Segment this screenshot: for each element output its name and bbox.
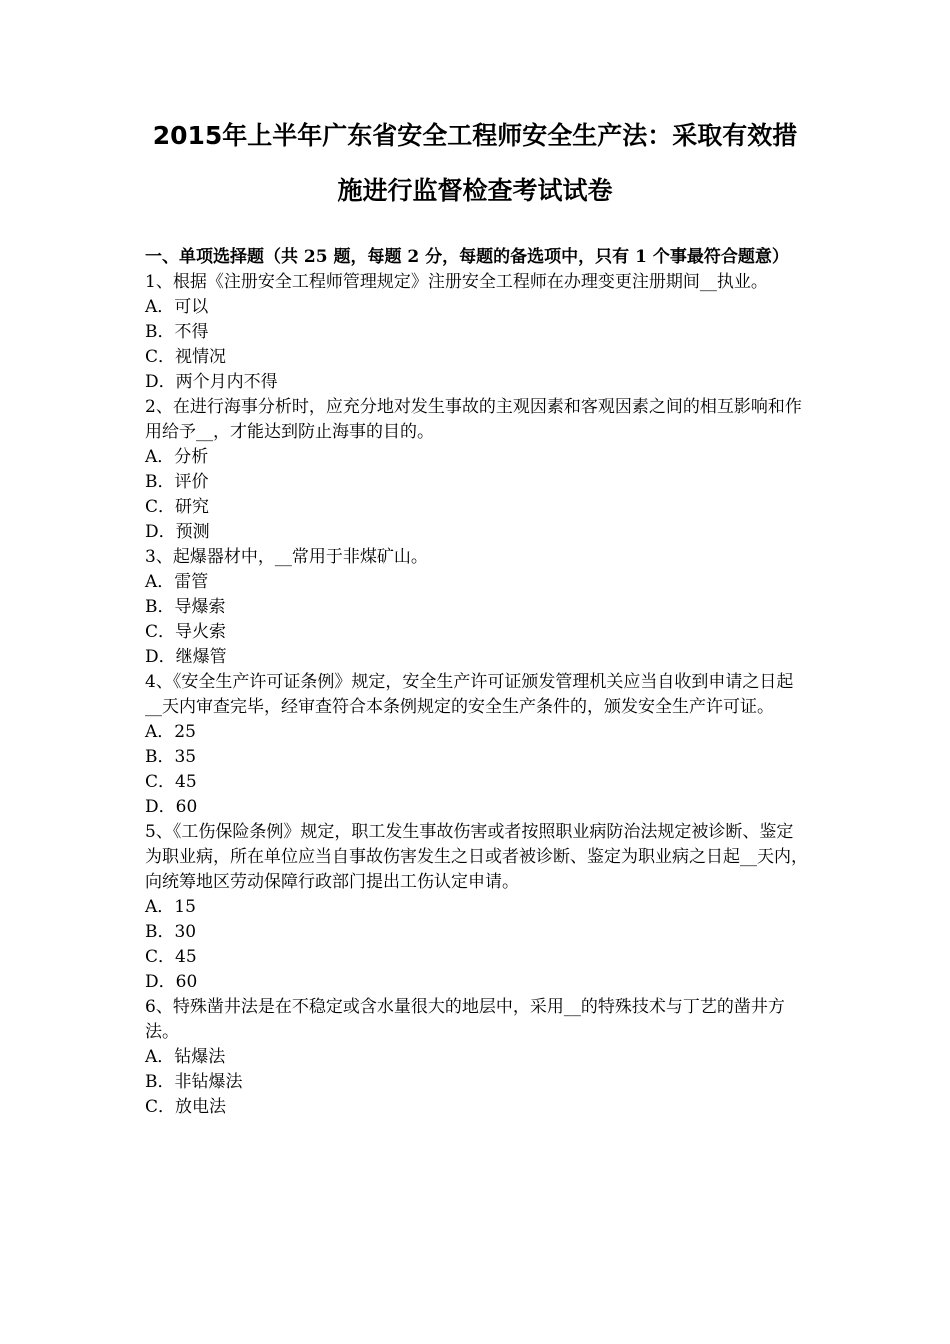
option-a: A．分析 [145, 447, 209, 467]
option-a: A．15 [145, 897, 196, 917]
option-d: D．两个月内不得 [145, 372, 278, 392]
document-title [120, 108, 830, 218]
question-6 [145, 995, 810, 1120]
question-text: 3、起爆器材中，__常用于非煤矿山。 [145, 547, 428, 567]
question-text: 4、《安全生产许可证条例》规定，安全生产许可证颁发管理机关应当自收到申请之日起__天内审查完毕，经审查符合本条例规定的安全生产条件的，颁发安全生产许可证。 [145, 672, 794, 717]
option-d: D．60 [145, 972, 198, 992]
option-b: B．非钻爆法 [145, 1072, 243, 1092]
option-c: C．研究 [145, 497, 210, 517]
option-c: C．45 [145, 772, 197, 792]
section-heading: 一、单项选择题（共 25 题，每题 2 分，每题的备选项中，只有 1 个事最符合题意） [145, 247, 789, 267]
question-text: 5、《工伤保险条例》规定，职工发生事故伤害或者按照职业病防治法规定被诊断、鉴定为职业病，所在单位应当自事故伤害发生之日或者被诊断、鉴定为职业病之日起__天内，向统筹地区劳动保障行政部门提出工伤认定申请。 [145, 822, 808, 892]
question-2 [145, 395, 810, 545]
option-a: A．可以 [145, 297, 209, 317]
question-5 [145, 820, 810, 995]
option-a: A．雷管 [145, 572, 209, 592]
title-line-2: 施进行监督检查考试试卷 [337, 176, 613, 205]
question-1 [145, 270, 810, 395]
option-c: C．放电法 [145, 1097, 227, 1117]
option-c: C．导火索 [145, 622, 227, 642]
option-b: B．不得 [145, 322, 209, 342]
question-4 [145, 670, 810, 820]
question-3 [145, 545, 810, 670]
option-d: D．60 [145, 797, 198, 817]
option-c: C．45 [145, 947, 197, 967]
option-c: C．视情况 [145, 347, 227, 367]
question-text: 6、特殊凿井法是在不稳定或含水量很大的地层中，采用__的特殊技术与丁艺的凿井方法。 [145, 997, 785, 1042]
option-d: D．继爆管 [145, 647, 227, 667]
option-b: B．评价 [145, 472, 209, 492]
document-body [145, 245, 810, 1120]
option-a: A．钻爆法 [145, 1047, 226, 1067]
option-d: D．预测 [145, 522, 210, 542]
option-b: B．导爆索 [145, 597, 226, 617]
question-text: 2、在进行海事分析时，应充分地对发生事故的主观因素和客观因素之间的相互影响和作用给予__，才能达到防止海事的目的。 [145, 397, 802, 442]
title-line-1: 2015年上半年广东省安全工程师安全生产法：采取有效措 [152, 121, 798, 150]
option-a: A．25 [145, 722, 196, 742]
option-b: B．35 [145, 747, 197, 767]
question-text: 1、根据《注册安全工程师管理规定》注册安全工程师在办理变更注册期间__执业。 [145, 272, 768, 292]
option-b: B．30 [145, 922, 197, 942]
